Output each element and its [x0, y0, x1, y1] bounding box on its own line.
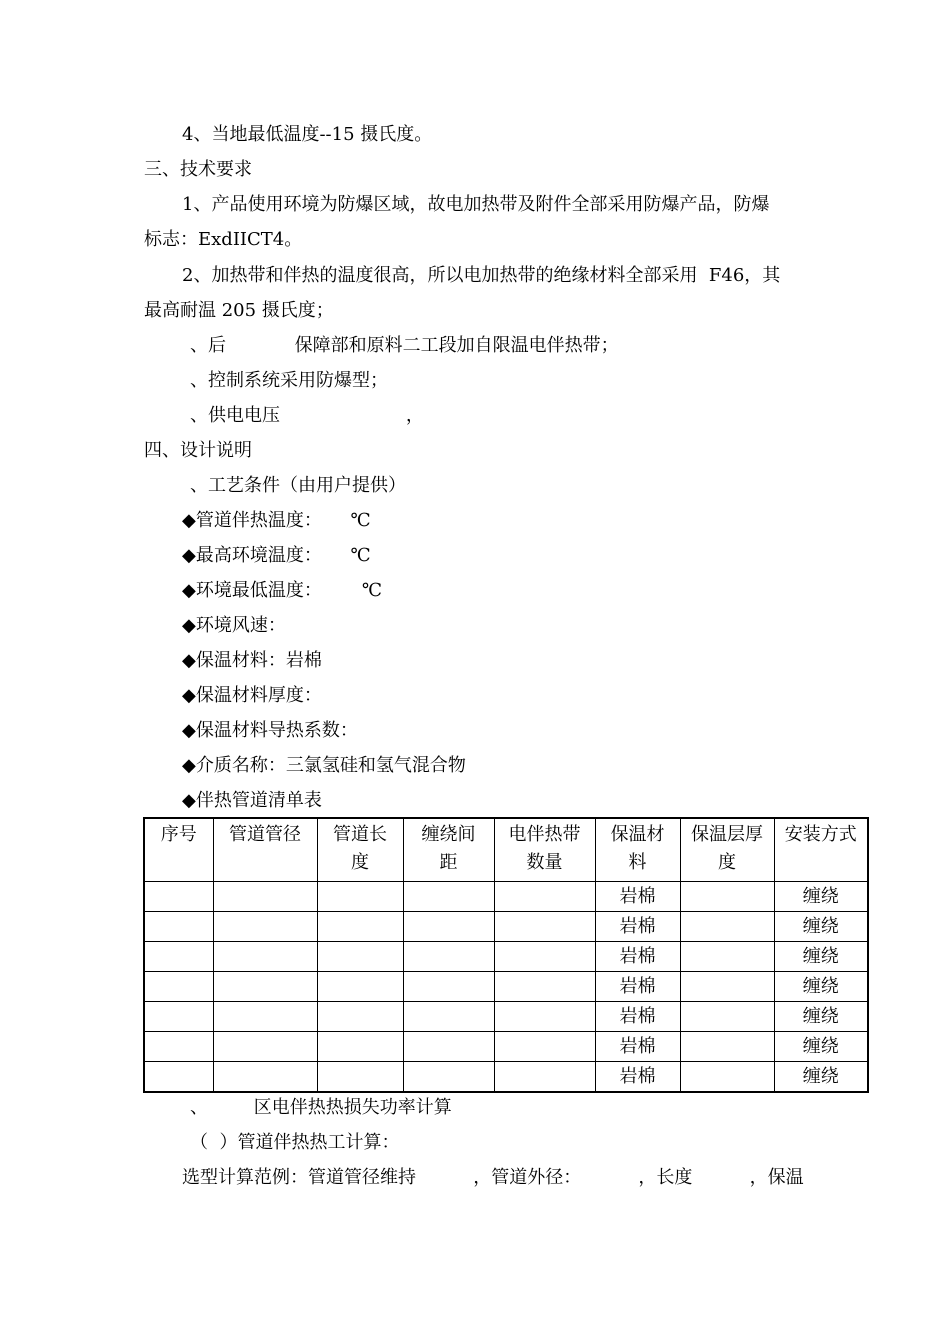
- table-cell: 岩棉: [595, 972, 680, 1002]
- header-cell: 电伴热带 数量: [494, 818, 595, 882]
- table-cell: [494, 1002, 595, 1032]
- table-cell: 岩棉: [595, 882, 680, 912]
- table-row: [144, 1002, 868, 1032]
- section-heading-design: 四、设计说明: [144, 440, 252, 461]
- table-cell: [403, 912, 494, 942]
- table-cell: [213, 942, 317, 972]
- table-cell: [317, 1062, 403, 1093]
- table-cell: [317, 1032, 403, 1062]
- table-cell: [403, 1032, 494, 1062]
- table-cell: [144, 912, 213, 942]
- table-cell: [317, 882, 403, 912]
- table-cell: [213, 882, 317, 912]
- table-cell: [213, 1002, 317, 1032]
- header-cell: 缠绕间 距: [403, 818, 494, 882]
- header-cell: 保温材 料: [595, 818, 680, 882]
- table-cell: 缠绕: [774, 1062, 868, 1093]
- table-cell: 缠绕: [774, 882, 868, 912]
- table-cell: [403, 1062, 494, 1093]
- table-cell: 岩棉: [595, 942, 680, 972]
- table-cell: 岩棉: [595, 1062, 680, 1093]
- table-cell: 岩棉: [595, 912, 680, 942]
- table-cell: [144, 1002, 213, 1032]
- paragraph-explosion-proof: 1、产品使用环境为防爆区域，故电加热带及附件全部采用防爆产品，防爆: [182, 194, 770, 215]
- bullet-wind-speed: ◆环境风速：: [182, 615, 286, 636]
- table-cell: [317, 912, 403, 942]
- table-cell: 缠绕: [774, 972, 868, 1002]
- bullet-pipe-list-title: ◆伴热管道清单表: [182, 790, 322, 811]
- table-cell: [494, 912, 595, 942]
- paragraph-selection-example: 选型计算范例：管道管径维持 ，管道外径： ，长度 ，保温: [182, 1167, 804, 1188]
- bullet-insulation-material: ◆保温材料：岩棉: [182, 650, 322, 671]
- table-row: [144, 912, 868, 942]
- table-cell: [213, 912, 317, 942]
- table-cell: [213, 1062, 317, 1093]
- bullet-pipe-temp: ◆管道伴热温度： ℃: [182, 510, 371, 531]
- section-heading-tech-requirements: 三、技术要求: [144, 159, 252, 180]
- table-row: [144, 972, 868, 1002]
- table-cell: [144, 972, 213, 1002]
- bullet-thermal-conductivity: ◆保温材料导热系数：: [182, 720, 358, 741]
- table-cell: [317, 1002, 403, 1032]
- table-cell: [144, 882, 213, 912]
- table-cell: [680, 912, 774, 942]
- table-cell: [144, 1032, 213, 1062]
- bullet-insulation-thickness: ◆保温材料厚度：: [182, 685, 322, 706]
- table-cell: [680, 1062, 774, 1093]
- paragraph-min-temp: 4、当地最低温度--15 摄氏度。: [182, 124, 433, 145]
- table-cell: 缠绕: [774, 1002, 868, 1032]
- paragraph-explosion-proof-cont: 标志：ExdIICT4。: [144, 229, 303, 250]
- bullet-medium-name: ◆介质名称：三氯氢硅和氢气混合物: [182, 755, 466, 776]
- paragraph-process-conditions: 、工艺条件（由用户提供）: [190, 475, 406, 496]
- header-cell: 序号: [144, 818, 213, 882]
- table-header-row: [144, 818, 868, 882]
- table-cell: [213, 1032, 317, 1062]
- table-cell: [680, 1002, 774, 1032]
- header-cell: 保温层厚 度: [680, 818, 774, 882]
- table-cell: [403, 942, 494, 972]
- header-cell: 安装方式: [774, 818, 868, 882]
- table-cell: [494, 1032, 595, 1062]
- bullet-min-ambient: ◆环境最低温度： ℃: [182, 580, 383, 601]
- table-cell: [494, 942, 595, 972]
- paragraph-thermal-calc: （ ）管道伴热热工计算：: [190, 1132, 400, 1153]
- paragraph-insulation-cont: 最高耐温 205 摄氏度；: [144, 300, 334, 321]
- table-cell: 岩棉: [595, 1002, 680, 1032]
- table-row: [144, 1032, 868, 1062]
- table-cell: 缠绕: [774, 942, 868, 972]
- table-cell: [317, 972, 403, 1002]
- table-cell: [144, 942, 213, 972]
- table-cell: [494, 1062, 595, 1093]
- table-cell: 缠绕: [774, 912, 868, 942]
- table-cell: 岩棉: [595, 1032, 680, 1062]
- paragraph-heat-loss-heading: 、 区电伴热热损失功率计算: [190, 1097, 452, 1118]
- table-row: [144, 1062, 868, 1093]
- table-cell: [403, 972, 494, 1002]
- table-cell: [680, 882, 774, 912]
- header-cell: 管道长 度: [317, 818, 403, 882]
- header-cell: 管道管径: [213, 818, 317, 882]
- table-row: [144, 882, 868, 912]
- paragraph-tracing-scope: 、后 保障部和原料二工段加自限温电伴热带；: [190, 335, 619, 356]
- pipe-list-table: [143, 817, 869, 1093]
- paragraph-insulation: 2、加热带和伴热的温度很高，所以电加热带的绝缘材料全部采用 F46，其: [182, 265, 781, 286]
- paragraph-power-supply: 、供电电压 ，: [190, 405, 424, 426]
- table-cell: [680, 972, 774, 1002]
- table-cell: [494, 882, 595, 912]
- table-cell: [213, 972, 317, 1002]
- bullet-max-ambient: ◆最高环境温度： ℃: [182, 545, 371, 566]
- table-cell: 缠绕: [774, 1032, 868, 1062]
- table-row: [144, 942, 868, 972]
- table-cell: [680, 942, 774, 972]
- table-cell: [403, 882, 494, 912]
- paragraph-control-system: 、控制系统采用防爆型；: [190, 370, 388, 391]
- table-cell: [144, 1062, 213, 1093]
- table-cell: [403, 1002, 494, 1032]
- table-cell: [494, 972, 595, 1002]
- table-cell: [680, 1032, 774, 1062]
- table-cell: [317, 942, 403, 972]
